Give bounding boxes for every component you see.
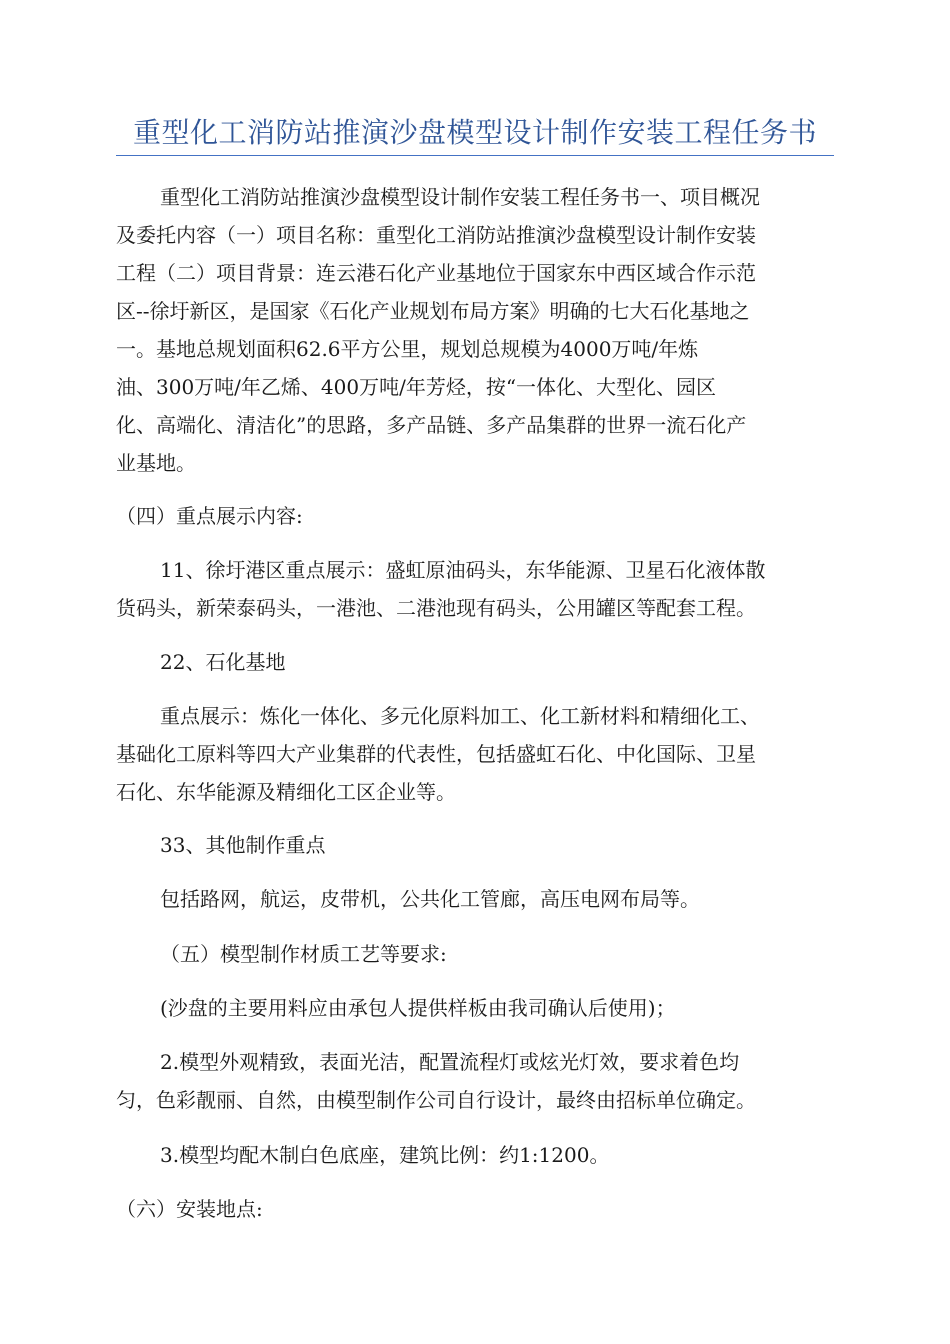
text-line: 业基地。 xyxy=(116,451,196,475)
text-line: 区--徐圩新区，是国家《石化产业规划布局方案》明确的七大石化基地之 xyxy=(116,299,750,323)
text-line: 油、300万吨/年乙烯、400万吨/年芳烃，按“一体化、大型化、园区 xyxy=(116,375,717,399)
text-line: 重点展示：炼化一体化、多元化原料加工、化工新材料和精细化工、 xyxy=(160,704,760,728)
section-5-heading: （五）模型制作材质工艺等要求: xyxy=(160,942,447,966)
item-3-paragraph: 包括路网，航运，皮带机，公共化工管廊，高压电网布局等。 xyxy=(160,887,700,911)
requirement-3-paragraph: 3.模型均配木制白色底座，建筑比例：约1:1200。 xyxy=(160,1143,610,1167)
item-2-heading: 22、石化基地 xyxy=(160,650,286,674)
section-5-note: (沙盘的主要用料应由承包人提供样板由我司确认后使用)； xyxy=(160,996,676,1020)
text-line: 11、徐圩港区重点展示：盛虹原油码头，东华能源、卫星石化液体散 xyxy=(160,558,766,582)
document-title: 重型化工消防站推演沙盘模型设计制作安装工程任务书 xyxy=(132,116,817,149)
text-line: 化、高端化、清洁化”的思路，多产品链、多产品集群的世界一流石化产 xyxy=(116,413,747,437)
section-6-heading: （六）安装地点: xyxy=(116,1197,263,1221)
section-4-heading: （四）重点展示内容: xyxy=(116,504,303,528)
requirement-2-paragraph xyxy=(116,1043,834,1119)
text-line: 一。基地总规划面积62.6平方公里，规划总规模为4000万吨/年炼 xyxy=(116,337,699,361)
text-line: 及委托内容（一）项目名称：重型化工消防站推演沙盘模型设计制作安装 xyxy=(116,223,756,247)
text-line: 2.模型外观精致，表面光洁，配置流程灯或炫光灯效，要求着色均 xyxy=(160,1050,740,1074)
intro-paragraph xyxy=(116,178,834,482)
item-3-heading: 33、其他制作重点 xyxy=(160,833,326,857)
text-line: 重型化工消防站推演沙盘模型设计制作安装工程任务书一、项目概况 xyxy=(160,185,760,209)
text-line: 货码头，新荣泰码头，一港池、二港池现有码头，公用罐区等配套工程。 xyxy=(116,596,756,620)
text-line: 工程（二）项目背景：连云港石化产业基地位于国家东中西区域合作示范 xyxy=(116,261,756,285)
text-line: 基础化工原料等四大产业集群的代表性，包括盛虹石化、中化国际、卫星 xyxy=(116,742,756,766)
text-line: 石化、东华能源及精细化工区企业等。 xyxy=(116,780,456,804)
item-1-paragraph xyxy=(116,551,834,627)
title-underline xyxy=(116,155,834,156)
text-line: 匀，色彩靓丽、自然，由模型制作公司自行设计，最终由招标单位确定。 xyxy=(116,1088,756,1112)
item-2-paragraph xyxy=(116,697,834,811)
